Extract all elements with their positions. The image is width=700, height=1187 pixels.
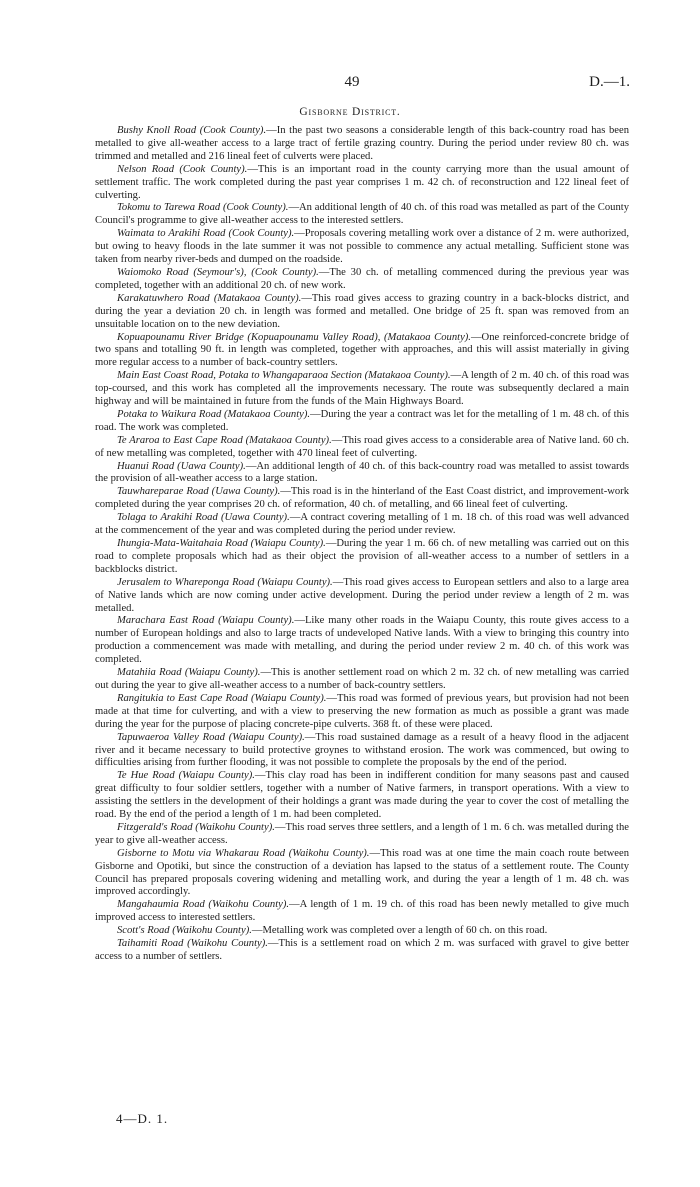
road-title: Waimata to Arakihi Road (Cook County). [117, 228, 295, 240]
road-title: Bushy Knoll Road (Cook County). [117, 125, 267, 136]
road-title: Matahiia Road (Waiapu County). [117, 667, 261, 679]
road-paragraph [95, 770, 629, 822]
road-paragraph [95, 164, 629, 203]
road-title: Fitzgerald's Road (Waikohu County). [117, 821, 275, 833]
road-description: —This is a settlement road on which 2 m. was surfaced with gravel to give better access to a number of settlers. [95, 938, 629, 962]
document-body [95, 125, 629, 964]
road-description: —This is an important road in the county carrying more than the usual amount of settlement traffic. The work completed during the past year comprises 1 m. 42 ch. of reconstruction and 122 lineal feet of culverting. [95, 163, 629, 201]
road-title: Scott's Road (Waikohu County). [117, 925, 252, 937]
road-title: Nelson Road (Cook County). [117, 163, 248, 175]
road-title: Te Hue Road (Waiapu County). [117, 770, 255, 782]
road-paragraph [95, 228, 629, 267]
road-paragraph [95, 822, 629, 848]
road-title: Tokomu to Tarewa Road (Cook County). [117, 202, 289, 214]
road-title: Main East Coast Road, Potaka to Whangaparaoa Section (Matakaoa County). [117, 370, 451, 382]
road-description: —One reinforced-concrete bridge of two spans and totalling 90 ft. in length was completed, together with approaches, and this will assist materially in giving more regular access to a number of back-country settlers. [95, 331, 629, 369]
road-description: —This road is in the hinterland of the East Coast district, and improvement-work completed during the year comprises 20 ch. of reformation, 40 ch. of metalling, and 66 lineal feet of culverting. [95, 486, 629, 511]
road-paragraph [95, 512, 629, 538]
road-description: —This road gives access to a considerable area of Native land. 60 ch. of new metalling was completed, together with 470 lineal feet of culverting. [95, 434, 629, 459]
road-title: Mangahaumia Road (Waikohu County). [117, 899, 290, 911]
road-title: Gisborne to Motu via Whakarau Road (Waikohu County). [117, 847, 370, 859]
road-paragraph [95, 125, 629, 164]
road-paragraph [95, 267, 629, 293]
road-paragraph [95, 409, 629, 435]
road-paragraph [95, 848, 629, 900]
road-paragraph [95, 615, 629, 667]
road-title: Tapuwaeroa Valley Road (Waiapu County). [117, 731, 305, 743]
road-paragraph [95, 925, 629, 938]
road-description: —An additional length of 40 ch. of this back-country road was metalled to assist towards the provision of all-weather access to a large station. [95, 460, 629, 485]
road-description: —A length of 2 m. 40 ch. of this road was top-coursed, and this work has completed all the improvements necessary. The route was subsequently declared a main highway and will be maintained in future from the funds of the Main Highways Board. [95, 370, 629, 408]
road-paragraph [95, 899, 629, 925]
road-title: Waiomoko Road (Seymour's), (Cook County). [117, 266, 319, 278]
road-description: —The 30 ch. of metalling commenced during the previous year was completed, together with an additional 20 ch. of new work. [95, 266, 630, 291]
road-description: —This road gives access to grazing country in a back-blocks district, and during the year a deviation 20 ch. in length was formed and metalled. One bridge of 25 ft. span was removed from an unsuitable location on to the new deviation. [95, 292, 629, 330]
road-paragraph [95, 370, 629, 409]
road-description: —In the past two seasons a considerable length of this back-country road has been metalled to give all-weather access to a large tract of fertile grazing country. During the period under review 80 ch. was trimmed and metalled and 216 lineal feet of culverts were placed. [95, 125, 629, 162]
page-number: 49 [344, 74, 360, 90]
road-title: Karakatuwhero Road (Matakaoa County). [117, 292, 302, 304]
road-title: Rangitukia to East Cape Road (Waiapu County). [117, 692, 327, 704]
road-paragraph [95, 693, 629, 732]
road-title: Tauwhareparae Road (Uawa County). [117, 486, 281, 498]
road-description: —During the year 1 m. 66 ch. of new metalling was carried out on this road to complete proposals which had as their object the provision of all-weather access to a number of settlers in a backblocks district. [95, 538, 629, 575]
road-paragraph [95, 293, 629, 332]
road-title: Kopuapounamu River Bridge (Kopuapounamu Valley Road), (Matakaoa County). [117, 331, 471, 343]
road-paragraph [95, 577, 629, 616]
road-description: —This road sustained damage as a result of a heavy flood in the adjacent river and it became necessary to build protective groynes to withstand erosion. The work was commenced, but owing to difficulties arising from further flooding, it was not possible to complete the proposals by the end of the period. [95, 731, 630, 769]
road-paragraph [95, 732, 629, 771]
road-paragraph [95, 538, 629, 577]
road-description: —This road serves three settlers, and a length of 1 m. 6 ch. was metalled during the year to give all-weather access. [95, 821, 629, 846]
road-description: —This clay road has been in indifferent condition for many seasons past and caused great difficulty to four soldier settlers, together with a number of Native farmers, in transport operations. With a view to assisting the settlers in the development of their holdings a grant was made during the year to cover the cost of metalling the road. By the end of the period a length of 1 m. had been completed. [95, 770, 630, 821]
section-heading: Gisborne District. [299, 106, 401, 118]
road-description: —This road was formed of previous years, but provision had not been made at that time for culverting, and with a view to preserving the new formation as much as possible a grant was made during the year for the purpose of placing concrete-pipe culverts. 368 ft. of these were placed. [95, 692, 629, 730]
road-description: —This is another settlement road on which 2 m. 32 ch. of new metalling was carried out during the year to give all-weather access to a number of back-country settlers. [95, 667, 630, 691]
road-description: —This road gives access to European settlers and also to a large area of Native lands which are now coming under active development. During the period under review a length of 2 m. was metalled. [95, 576, 630, 614]
road-title: Ihungia-Mata-Waitahaia Road (Waiapu County). [117, 538, 326, 549]
footer-signature: 4—D. 1. [116, 1111, 169, 1126]
road-paragraph [95, 938, 629, 964]
road-paragraph [95, 486, 629, 512]
road-description: —A contract covering metalling of 1 m. 18 ch. of this road was well advanced at the commencement of the year and was completed during the period under review. [95, 512, 629, 537]
road-paragraph [95, 461, 629, 487]
road-title: Potaka to Waikura Road (Matakaoa County). [117, 408, 311, 420]
road-description: —Metalling work was completed over a length of 60 ch. on this road. [251, 925, 548, 937]
road-title: Tolaga to Arakihi Road (Uawa County). [117, 512, 290, 524]
road-paragraph [95, 667, 629, 693]
road-title: Huanui Road (Uawa County). [117, 460, 246, 472]
road-title: Te Araroa to East Cape Road (Matakaoa County). [117, 434, 332, 446]
road-description: —During the year a contract was let for the metalling of 1 m. 48 ch. of this road. The work was completed. [95, 408, 629, 433]
road-description: —This road was at one time the main coach route between Gisborne and Opotiki, but since the construction of a deviation has lapsed to the status of a settlement route. The County Council has prepared proposals covering widening and metalling work, and during the year a length of 1 m. 48 ch. was improved accordingly. [95, 847, 629, 898]
road-paragraph [95, 202, 629, 228]
document-reference: D.—1. [589, 74, 630, 90]
road-title: Jerusalem to Whareponga Road (Waiapu County). [117, 576, 333, 588]
road-title: Taihamiti Road (Waikohu County). [117, 938, 268, 950]
road-paragraph [95, 332, 629, 371]
road-description: —A length of 1 m. 19 ch. of this road has been newly metalled to give much improved access to interested settlers. [95, 899, 629, 924]
road-description: —An additional length of 40 ch. of this road was metalled as part of the County Council's programme to give all-weather access to the interested settlers. [95, 202, 630, 227]
road-description: —Proposals covering metalling work over a distance of 2 m. were authorized, but owing to heavy floods in the late summer it was not possible to commence any actual metalling. Sufficient stone was taken from nearby river-beds and dumped on the roadside. [95, 228, 629, 266]
road-paragraph [95, 435, 629, 461]
road-description: —Like many other roads in the Waiapu County, this route gives access to a number of European holdings and also to large tracts of undeveloped Native lands. With a view to bringing this country into production a commencement was made with metalling, and during the period under review 2 m. 40 ch. of this work was completed. [95, 615, 629, 666]
road-title: Marachara East Road (Waiapu County). [117, 615, 295, 627]
